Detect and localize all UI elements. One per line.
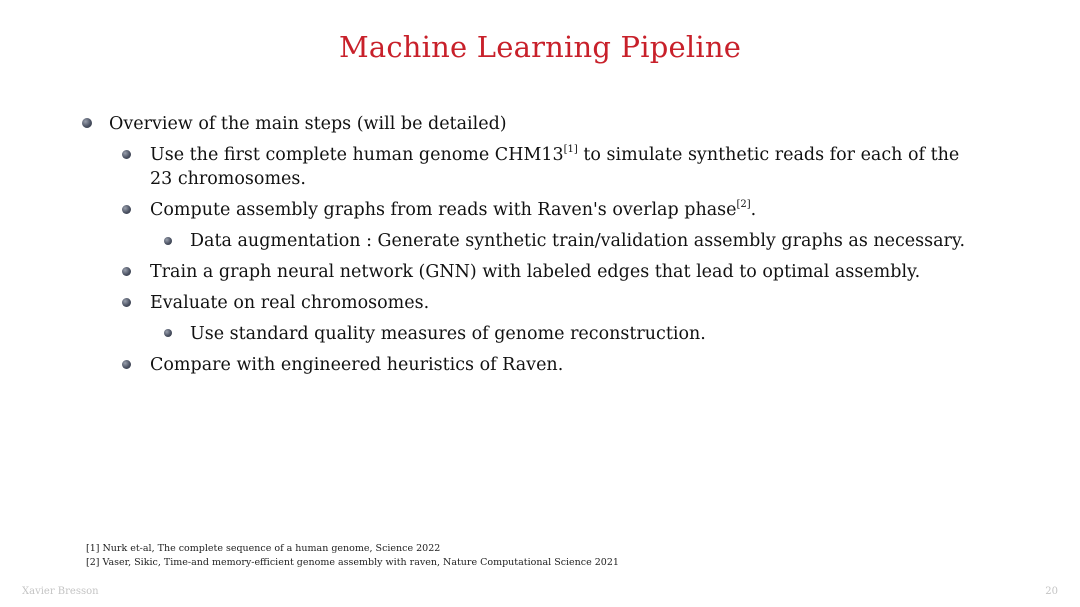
bullet-data-augmentation: Data augmentation : Generate synthetic train/validation assembly graphs as necessary.: [190, 231, 966, 251]
bullet-compare: Compare with engineered heuristics of Raven.: [150, 355, 564, 375]
reference-2: [2] Vaser, Sikic, Time-and memory-efficient genome assembly with raven, Nature Computational Science 2021: [86, 557, 619, 568]
bullet-train-gnn: Train a graph neural network (GNN) with labeled edges that lead to optimal assembly.: [150, 262, 921, 282]
reference-1: [1] Nurk et-al, The complete sequence of a human genome, Science 2022: [86, 543, 441, 554]
bullet-overview: Overview of the main steps (will be detailed): [109, 114, 507, 134]
bullet-evaluate: Evaluate on real chromosomes.: [150, 293, 430, 313]
citation-2: [2]: [736, 199, 751, 210]
bullet-use-genome: [150, 143, 959, 167]
bullet-icon: [164, 237, 172, 245]
bullet-icon: [82, 118, 92, 128]
bullet-icon: [122, 150, 131, 159]
bullet-compute-graphs-text: Compute assembly graphs from reads with Raven's overlap phase: [150, 200, 737, 220]
bullet-use-genome-text-2: to simulate synthetic reads for each of the: [577, 145, 960, 165]
bullet-compute-graphs-end: .: [750, 200, 757, 220]
bullet-icon: [122, 205, 131, 214]
bullet-compute-graphs: [150, 198, 756, 222]
footer-page-number: 20: [1045, 586, 1058, 597]
bullet-use-genome-text: Use the first complete human genome CHM13: [150, 145, 564, 165]
bullet-icon: [164, 329, 172, 337]
bullet-use-genome-continuation: 23 chromosomes.: [150, 169, 306, 189]
bullet-quality-measures: Use standard quality measures of genome reconstruction.: [190, 324, 706, 344]
bullet-icon: [122, 267, 131, 276]
bullet-icon: [122, 360, 131, 369]
footer-author: Xavier Bresson: [22, 586, 99, 597]
references: [86, 542, 619, 570]
citation-1: [1]: [563, 144, 578, 155]
bullet-icon: [122, 298, 131, 307]
slide-title: Machine Learning Pipeline: [338, 30, 742, 64]
